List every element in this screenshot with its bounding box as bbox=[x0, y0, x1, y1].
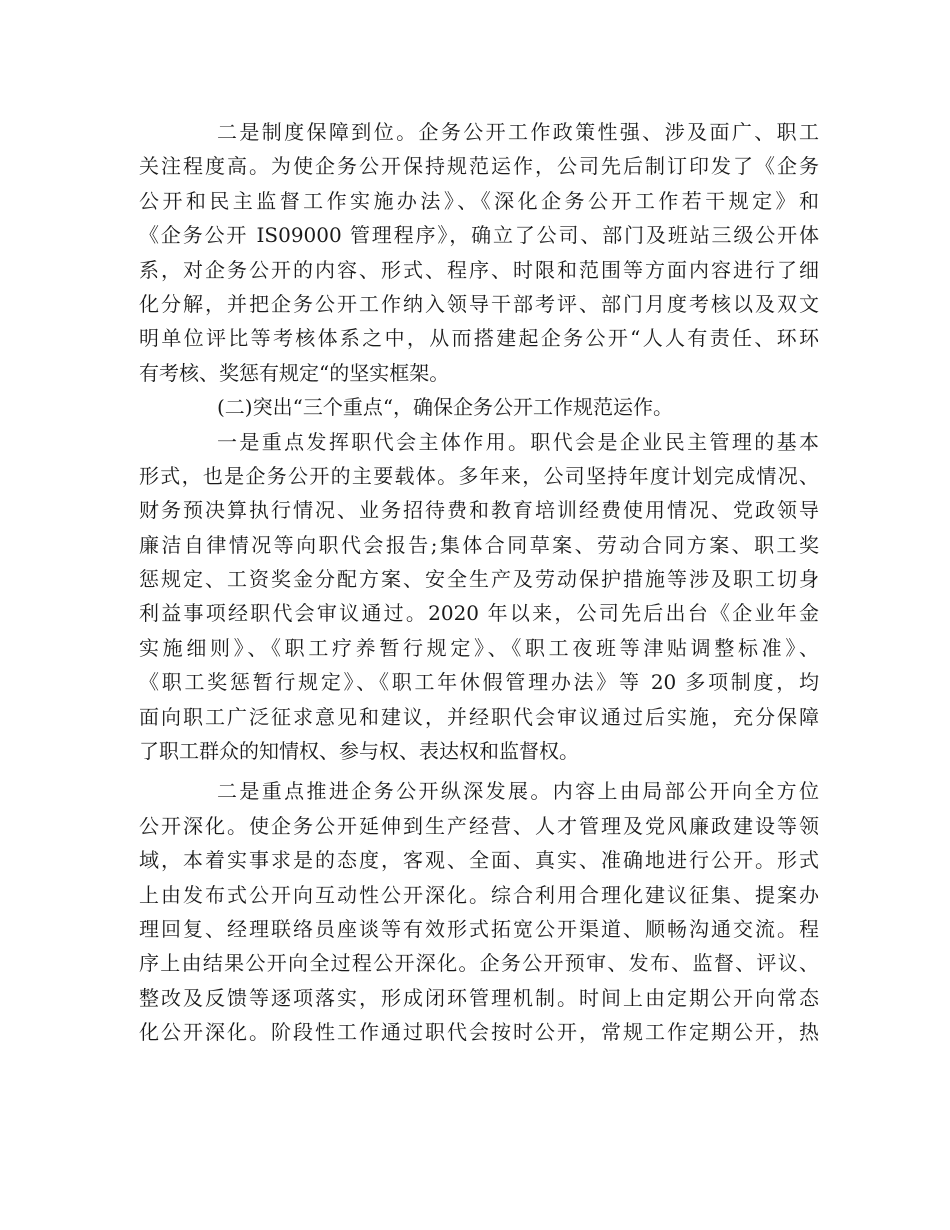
text-line: 财务预决算执行情况、业务招待费和教育培训经费使用情况、党政领导 bbox=[139, 498, 819, 523]
text-line: 形式，也是企务公开的主要载体。多年来，公司坚持年度计划完成情况、 bbox=[139, 463, 819, 488]
text-line: 上由发布式公开向互动性公开深化。综合利用合理化建议征集、提案办 bbox=[139, 882, 819, 907]
text-line: 整改及反馈等逐项落实，形成闭环管理机制。时间上由定期公开向常态 bbox=[139, 985, 819, 1010]
text-line: 序上由结果公开向全过程公开深化。企务公开预审、发布、监督、评议、 bbox=[139, 951, 819, 976]
text-line: 面向职工广泛征求意见和建议，并经职代会审议通过后实施，充分保障 bbox=[139, 704, 819, 729]
paragraph-deepen-disclosure bbox=[139, 774, 819, 1049]
text-line: 化分解，并把企务公开工作纳入领导干部考评、部门月度考核以及双文 bbox=[139, 291, 819, 316]
paragraph-system-guarantee bbox=[139, 115, 819, 390]
text-line: 二是制度保障到位。企务公开工作政策性强、涉及面广、职工 bbox=[217, 120, 819, 144]
text-line: 一是重点发挥职代会主体作用。职代会是企业民主管理的基本 bbox=[217, 429, 819, 454]
text-line: 廉洁自律情况等向职代会报告;集体合同草案、劳动合同方案、职工奖 bbox=[139, 532, 819, 557]
document-body bbox=[139, 115, 819, 1050]
text-line: 二是重点推进企务公开纵深发展。内容上由局部公开向全方位 bbox=[217, 779, 819, 804]
text-line: 惩规定、工资奖金分配方案、安全生产及劳动保护措施等涉及职工切身 bbox=[139, 567, 819, 592]
text-line: 关注程度高。为使企务公开保持规范运作，公司先后制订印发了《企务 bbox=[139, 154, 819, 179]
text-line: 系，对企务公开的内容、形式、程序、时限和范围等方面内容进行了细 bbox=[139, 257, 819, 282]
text-line: 域，本着实事求是的态度，客观、全面、真实、准确地进行公开。形式 bbox=[139, 848, 819, 873]
text-line: 有考核、奖惩有规定“的坚实框架。 bbox=[139, 360, 450, 385]
text-line: 《企务公开 IS09000 管理程序》，确立了公司、部门及班站三级公开体 bbox=[139, 223, 819, 248]
text-line: 公开和民主监督工作实施办法》、《深化企务公开工作若干规定》和 bbox=[139, 188, 819, 213]
text-line: 利益事项经职代会审议通过。2020 年以来，公司先后出台《企业年金 bbox=[139, 601, 819, 626]
text-line: 了职工群众的知情权、参与权、表达权和监督权。 bbox=[139, 739, 579, 764]
text-line: 化公开深化。阶段性工作通过职代会按时公开，常规工作定期公开，热 bbox=[139, 1020, 819, 1045]
text-line: 实施细则》、《职工疗养暂行规定》、《职工夜班等津贴调整标准》、 bbox=[139, 635, 819, 660]
section-heading-three-key-points bbox=[139, 390, 819, 424]
text-line: 《职工奖惩暂行规定》、《职工年休假管理办法》等 20 多项制度，均 bbox=[139, 670, 819, 695]
text-line: (二)突出“三个重点“，确保企务公开工作规范运作。 bbox=[217, 395, 674, 420]
paragraph-workers-congress bbox=[139, 425, 819, 769]
text-line: 公开深化。使企务公开延伸到生产经营、人才管理及党风廉政建设等领 bbox=[139, 813, 819, 838]
text-line: 明单位评比等考核体系之中，从而搭建起企务公开“人人有责任、环环 bbox=[139, 326, 819, 351]
text-line: 理回复、经理联络员座谈等有效形式拓宽公开渠道、顺畅沟通交流。程 bbox=[139, 916, 819, 941]
